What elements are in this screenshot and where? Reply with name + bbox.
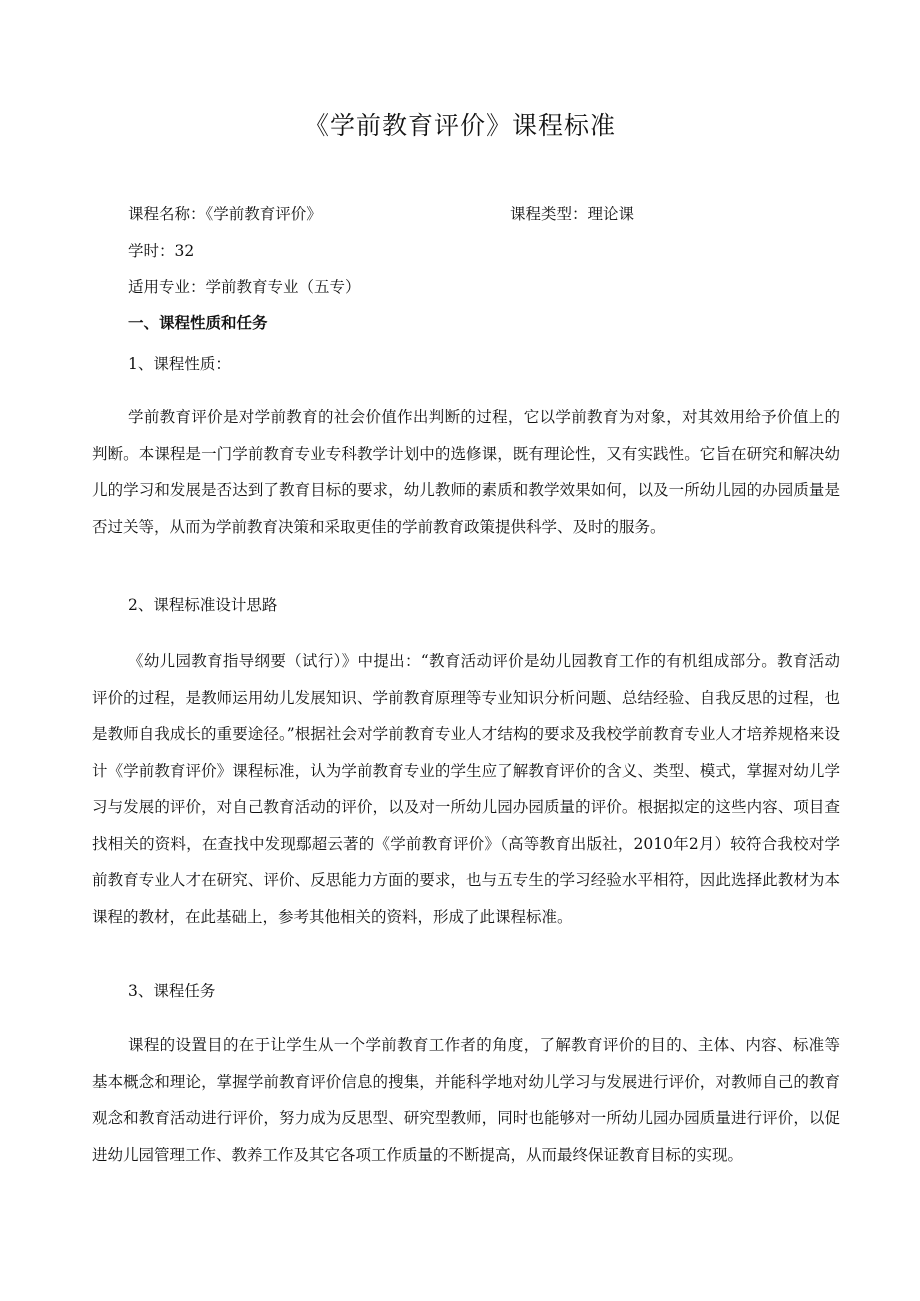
section-1-heading: 一、课程性质和任务 xyxy=(128,314,268,332)
course-hours: 学时：32 xyxy=(128,242,195,260)
subsection-3-heading: 3、课程任务 xyxy=(128,982,216,1000)
course-major: 适用专业：学前教育专业（五专） xyxy=(128,278,361,296)
subsection-1-heading: 1、课程性质： xyxy=(128,355,231,373)
course-name: 课程名称：《学前教育评价》 xyxy=(128,205,322,223)
subsection-2-body: 《幼儿园教育指导纲要（试行）》中提出：“教育活动评价是幼儿园教育工作的有机组成部分。教育活动评价的过程，是教师运用幼儿发展知识、学前教育原理等专业知识分析问题、总结经验、自我反思的过程，也是教师自我成长的重要途径。”根据社会对学前教育专业人才结构的要求及我校学前教育专业人才培养规格来设计《学前教育评价》课程标准，认为学前教育专业的学生应了解教育评价的含义、类型、模式，掌握对幼儿学习与发展的评价，对自己教育活动的评价，以及对一所幼儿园办园质量的评价。根据拟定的这些内容、项目查找相关的资料，在查找中发现鄢超云著的《学前教育评价》（高等教育出版社，2010年2月）较符合我校对学前教育专业人才在研究、评价、反思能力方面的要求，也与五专生的学习经验水平相符，因此选择此教材为本课程的教材，在此基础上，参考其他相关的资料，形成了此课程标准。 xyxy=(92,652,840,926)
subsection-2-heading: 2、课程标准设计思路 xyxy=(128,596,278,614)
subsection-3-body: 课程的设置目的在于让学生从一个学前教育工作者的角度，了解教育评价的目的、主体、内容、标准等基本概念和理论，掌握学前教育评价信息的搜集，并能科学地对幼儿学习与发展进行评价，对教师自己的教育观念和教育活动进行评价，努力成为反思型、研究型教师，同时也能够对一所幼儿园办园质量进行评价，以促进幼儿园管理工作、教养工作及其它各项工作质量的不断提高，从而最终保证教育目标的实现。 xyxy=(92,1036,840,1164)
document-title: 《学前教育评价》课程标准 xyxy=(303,111,616,140)
subsection-1-body: 学前教育评价是对学前教育的社会价值作出判断的过程，它以学前教育为对象，对其效用给予价值上的判断。本课程是一门学前教育专业专科教学计划中的选修课，既有理论性，又有实践性。它旨在研究和解决幼儿的学习和发展是否达到了教育目标的要求，幼儿教师的素质和教学效果如何，以及一所幼儿园的办园质量是否过关等，从而为学前教育决策和采取更佳的学前教育政策提供科学、及时的服务。 xyxy=(92,408,840,536)
course-type: 课程类型：理论课 xyxy=(510,205,635,223)
